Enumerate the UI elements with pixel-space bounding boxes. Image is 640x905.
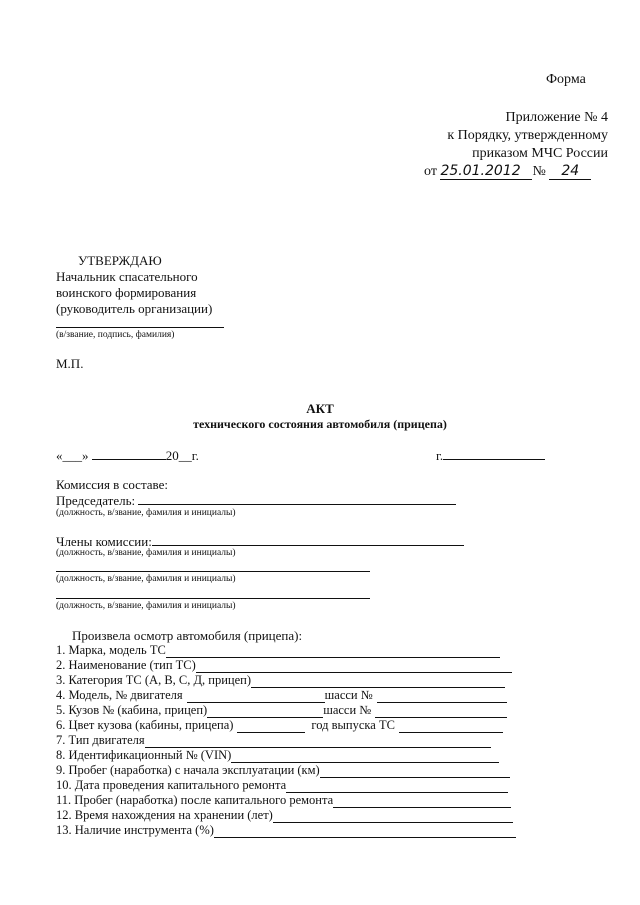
member-field-1 xyxy=(152,533,464,546)
list-item xyxy=(56,778,508,793)
item-field xyxy=(196,660,512,673)
order-reference: к Порядку, утвержденному xyxy=(447,128,608,143)
order-number-prefix: № xyxy=(532,164,546,179)
item-label: 6. Цвет кузова (кабины, прицепа) xyxy=(56,718,234,732)
item-field xyxy=(333,795,511,808)
item-field xyxy=(320,765,510,778)
approve-line-3: (руководитель организации) xyxy=(56,301,213,316)
act-date-day: «___» xyxy=(56,448,89,463)
item-label: 12. Время нахождения на хранении (лет) xyxy=(56,808,273,822)
act-date-month-field xyxy=(92,447,166,460)
list-item xyxy=(56,823,516,838)
act-title: АКТ xyxy=(306,401,334,416)
act-city-field xyxy=(443,447,545,460)
chassis-label: шасси № xyxy=(324,688,373,702)
act-date-row xyxy=(56,447,199,464)
chassis-field xyxy=(377,690,507,703)
item-field xyxy=(214,825,516,838)
item-label: 11. Пробег (наработка) после капитального ремонта xyxy=(56,793,334,807)
item-label: 8. Идентификационный № (VIN) xyxy=(56,748,232,762)
stamp-label: М.П. xyxy=(56,356,84,371)
member-field-3 xyxy=(56,598,370,599)
body-number-field xyxy=(207,705,323,718)
act-city-label: г. xyxy=(436,448,444,463)
item-label: 1. Марка, модель ТС xyxy=(56,643,166,657)
approve-title: УТВЕРЖДАЮ xyxy=(78,253,162,268)
chairman-field xyxy=(138,492,456,505)
inspection-intro: Произвела осмотр автомобиля (прицепа): xyxy=(72,628,303,643)
order-date-row xyxy=(424,163,591,180)
signature-caption: (в/звание, подпись, фамилия) xyxy=(56,330,175,340)
item-label: 2. Наименование (тип ТС) xyxy=(56,658,196,672)
list-item xyxy=(56,643,500,658)
list-item xyxy=(56,658,512,673)
signature-line xyxy=(56,327,224,328)
approve-line-2: воинского формирования xyxy=(56,285,197,300)
item-label: 3. Категория ТС (А, В, С, Д, прицеп) xyxy=(56,673,251,687)
chairman-row xyxy=(56,492,456,509)
year-field xyxy=(399,720,503,733)
chairman-caption: (должность, в/звание, фамилия и инициалы) xyxy=(56,508,236,518)
item-label: 5. Кузов № (кабина, прицеп) xyxy=(56,703,208,717)
order-number: 24 xyxy=(549,163,591,180)
act-subtitle: технического состояния автомобиля (прицепа) xyxy=(193,417,447,431)
item-label: 10. Дата проведения капитального ремонта xyxy=(56,778,287,792)
chassis-label: шасси № xyxy=(323,703,372,717)
act-city-row xyxy=(436,447,545,464)
list-item xyxy=(56,718,503,733)
list-item xyxy=(56,748,499,763)
item-label: 4. Модель, № двигателя xyxy=(56,688,183,702)
act-date-year: 20__г. xyxy=(165,448,199,463)
item-label: 13. Наличие инструмента (%) xyxy=(56,823,214,837)
commission-label: Комиссия в составе: xyxy=(56,477,168,492)
list-item xyxy=(56,793,511,808)
color-field xyxy=(237,720,305,733)
members-label: Члены комиссии: xyxy=(56,534,152,549)
item-field xyxy=(251,675,505,688)
item-label: 9. Пробег (наработка) с начала эксплуатации (км) xyxy=(56,763,320,777)
chassis-field xyxy=(375,705,507,718)
list-item xyxy=(56,763,510,778)
list-item xyxy=(56,703,507,718)
appendix-number: Приложение № 4 xyxy=(505,110,608,125)
item-field xyxy=(231,750,499,763)
item-field xyxy=(145,735,491,748)
item-field xyxy=(273,810,513,823)
member-caption-3: (должность, в/звание, фамилия и инициалы) xyxy=(56,601,236,611)
list-item xyxy=(56,688,507,703)
engine-number-field xyxy=(187,690,325,703)
member-field-2 xyxy=(56,571,370,572)
item-field xyxy=(286,780,508,793)
form-label: Форма xyxy=(546,72,586,87)
approve-line-1: Начальник спасательного xyxy=(56,269,198,284)
list-item xyxy=(56,673,505,688)
list-item xyxy=(56,733,491,748)
order-issuer: приказом МЧС России xyxy=(472,146,608,161)
member-caption-1: (должность, в/звание, фамилия и инициалы) xyxy=(56,548,236,558)
item-field xyxy=(166,645,500,658)
list-item xyxy=(56,808,513,823)
order-date-prefix: от xyxy=(424,164,437,179)
item-label: 7. Тип двигателя xyxy=(56,733,145,747)
order-date: 25.01.2012 xyxy=(440,163,532,180)
year-label: год выпуска ТС xyxy=(311,718,395,732)
chairman-label: Председатель: xyxy=(56,493,136,508)
member-caption-2: (должность, в/звание, фамилия и инициалы) xyxy=(56,574,236,584)
